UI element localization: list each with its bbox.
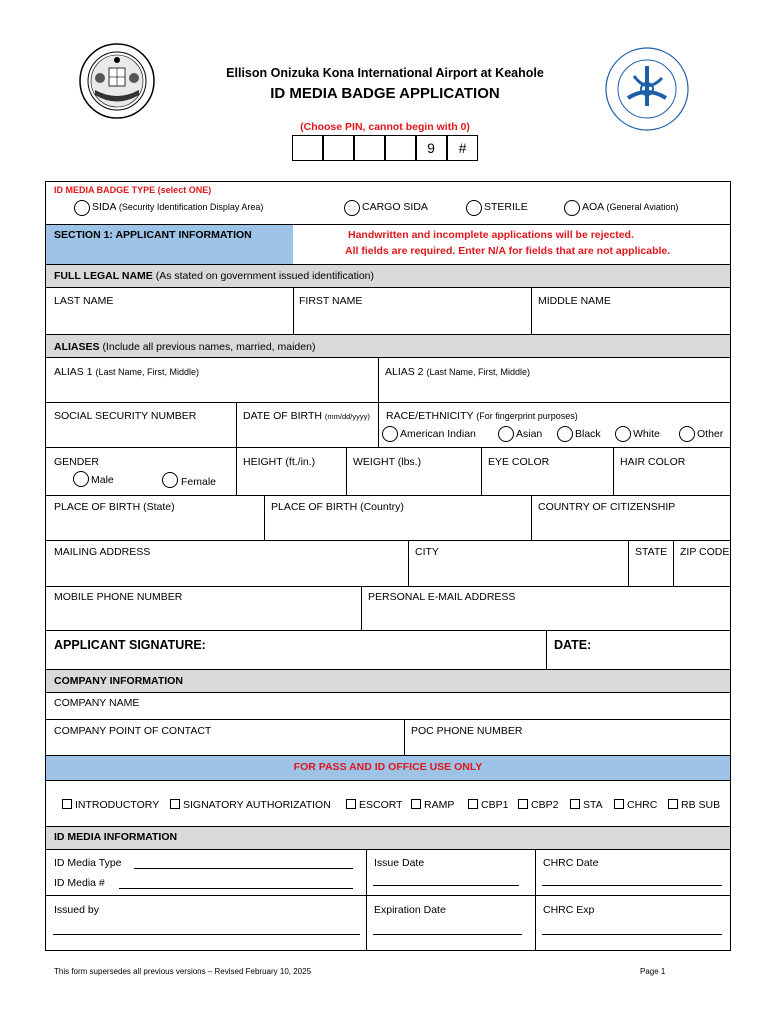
alias2-label	[385, 366, 530, 378]
pin-digit-6: 9	[416, 135, 447, 161]
divider	[378, 357, 379, 402]
state-label: STATE	[635, 546, 668, 558]
divider	[404, 719, 405, 755]
male-radio[interactable]	[73, 471, 89, 487]
divider	[45, 895, 731, 896]
id-media-type-line[interactable]	[134, 868, 353, 869]
expiration-date-label: Expiration Date	[374, 904, 446, 916]
divider	[236, 402, 237, 447]
legal-name-title: FULL LEGAL NAME	[54, 270, 153, 282]
divider	[481, 447, 482, 495]
checkbox-icon	[62, 799, 72, 809]
office-checkbox-sta[interactable]	[570, 799, 603, 811]
eye-color-label: EYE COLOR	[488, 456, 550, 468]
issue-date-label: Issue Date	[374, 857, 425, 869]
issued-by-line[interactable]	[53, 934, 360, 935]
chrc-exp-label: CHRC Exp	[543, 904, 595, 916]
office-checkbox-introductory[interactable]	[62, 799, 159, 811]
zip-label: ZIP CODE	[680, 546, 730, 558]
page-title: ID MEDIA BADGE APPLICATION	[270, 85, 500, 102]
alias2-note: (Last Name, First, Middle)	[426, 367, 530, 377]
race-title: RACE/ETHNICITY	[386, 410, 474, 422]
sterile-label: STERILE	[484, 201, 528, 213]
pob-country-note: (Country)	[360, 501, 404, 513]
race-other-radio[interactable]	[679, 426, 695, 442]
checkbox-label: RB SUB	[681, 799, 721, 811]
office-checkbox-cbp2[interactable]	[518, 799, 558, 811]
height-title: HEIGHT	[243, 456, 283, 468]
poc-label: COMPANY POINT OF CONTACT	[54, 725, 212, 737]
divider	[45, 630, 731, 631]
race-other-label: Other	[697, 428, 724, 440]
divider	[45, 357, 731, 358]
section1-title: SECTION 1: APPLICANT INFORMATION	[54, 229, 252, 241]
sida-radio[interactable]	[74, 200, 90, 216]
pin-note: (Choose PIN, cannot begin with 0)	[300, 121, 470, 133]
required-warning: All fields are required. Enter N/A for fields that are not applicable.	[345, 245, 671, 257]
office-checkbox-rb-sub[interactable]	[668, 799, 720, 811]
email-label: PERSONAL E-MAIL ADDRESS	[368, 591, 516, 603]
sterile-radio[interactable]	[466, 200, 482, 216]
weight-title: WEIGHT	[353, 456, 395, 468]
divider	[535, 849, 536, 895]
divider	[45, 402, 731, 403]
state-seal-logo	[78, 42, 156, 120]
race-black-label: Black	[575, 428, 601, 440]
expiration-date-line[interactable]	[373, 934, 522, 935]
checkbox-icon	[170, 799, 180, 809]
weight-note: (lbs.)	[397, 456, 422, 468]
divider	[264, 495, 265, 540]
race-black-radio[interactable]	[557, 426, 573, 442]
airport-name: Ellison Onizuka Kona International Airport at Keahole	[226, 66, 544, 80]
last-name-label: LAST NAME	[54, 295, 114, 307]
divider	[293, 287, 294, 334]
hair-color-label: HAIR COLOR	[620, 456, 686, 468]
divider	[45, 719, 731, 720]
race-label	[386, 410, 578, 422]
dob-label	[243, 410, 370, 422]
id-media-number-label: ID Media #	[54, 877, 105, 889]
middle-name-label: MIDDLE NAME	[538, 295, 611, 307]
company-name-label: COMPANY NAME	[54, 697, 140, 709]
divider	[531, 495, 532, 540]
race-american-indian-label: American Indian	[400, 428, 476, 440]
pob-country-title: PLACE OF BIRTH	[271, 501, 358, 513]
pob-state-title: PLACE OF BIRTH	[54, 501, 141, 513]
id-media-header: ID MEDIA INFORMATION	[54, 831, 178, 843]
alias1-note: (Last Name, First, Middle)	[95, 367, 199, 377]
office-use-header: FOR PASS AND ID OFFICE USE ONLY	[293, 761, 483, 773]
divider	[45, 849, 731, 850]
pin-digit-3[interactable]	[354, 135, 385, 161]
chrc-date-line[interactable]	[542, 885, 722, 886]
checkbox-icon	[614, 799, 624, 809]
id-media-number-line[interactable]	[119, 888, 353, 889]
divider	[45, 692, 731, 693]
pob-state-note: (State)	[143, 501, 175, 513]
divider	[45, 780, 731, 781]
female-label: Female	[181, 476, 217, 488]
alias1-title: ALIAS 1	[54, 366, 93, 378]
checkbox-label: CBP2	[531, 799, 559, 811]
citizenship-label: COUNTRY OF CITIZENSHIP	[538, 501, 676, 513]
issue-date-line[interactable]	[373, 885, 519, 886]
ssn-label: SOCIAL SECURITY NUMBER	[54, 410, 197, 422]
checkbox-label: RAMP	[424, 799, 455, 811]
checkbox-icon	[668, 799, 678, 809]
divider	[366, 849, 367, 895]
pin-digit-4[interactable]	[385, 135, 416, 161]
divider	[366, 895, 367, 951]
page-number: Page 1	[640, 967, 666, 976]
race-note: (For fingerprint purposes)	[476, 411, 578, 421]
sida-label: SIDA	[92, 201, 116, 213]
race-white-radio[interactable]	[615, 426, 631, 442]
pob-state-label	[54, 501, 175, 513]
divider	[361, 586, 362, 630]
alias2-title: ALIAS 2	[385, 366, 424, 378]
aoa-label: AOA	[582, 201, 604, 213]
signature-label: APPLICANT SIGNATURE:	[54, 638, 206, 652]
aoa-radio[interactable]	[564, 200, 580, 216]
supersedes-note: This form supersedes all previous versions – Revised February 10, 2025	[54, 967, 312, 976]
badge-type-label: ID MEDIA BADGE TYPE (select ONE)	[54, 185, 212, 195]
divider	[673, 540, 674, 586]
checkbox-icon	[411, 799, 421, 809]
mobile-phone-label: MOBILE PHONE NUMBER	[54, 591, 183, 603]
office-checkbox-ramp[interactable]	[411, 799, 454, 811]
checkbox-icon	[468, 799, 478, 809]
office-checkbox-chrc[interactable]	[614, 799, 657, 811]
poc-phone-label: POC PHONE NUMBER	[411, 725, 523, 737]
legal-name-note: (As stated on government issued identification)	[155, 270, 374, 282]
divider	[408, 540, 409, 586]
aoa-note: (General Aviation)	[606, 202, 679, 212]
checkbox-label: CHRC	[627, 799, 658, 811]
checkbox-label: INTRODUCTORY	[75, 799, 160, 811]
office-checkbox-signatory[interactable]	[170, 799, 331, 811]
male-label: Male	[91, 474, 114, 486]
cargo-sida-label: CARGO SIDA	[362, 201, 428, 213]
mailing-address-label: MAILING ADDRESS	[54, 546, 151, 558]
cargo-sida-radio[interactable]	[344, 200, 360, 216]
dob-note: (mm/dd/yyyy)	[324, 412, 370, 421]
sida-note: (Security Identification Display Area)	[118, 202, 264, 212]
race-white-label: White	[633, 428, 660, 440]
race-american-indian-radio[interactable]	[382, 426, 398, 442]
race-asian-label: Asian	[516, 428, 543, 440]
divider	[45, 495, 731, 496]
height-label	[243, 456, 315, 468]
aliases-note: (Include all previous names, married, maiden)	[102, 341, 316, 353]
legal-name-header	[54, 270, 374, 282]
pin-digit-2[interactable]	[323, 135, 354, 161]
checkbox-icon	[346, 799, 356, 809]
race-asian-radio[interactable]	[498, 426, 514, 442]
weight-label	[353, 456, 421, 468]
height-note: (ft./in.)	[285, 456, 316, 468]
company-header: COMPANY INFORMATION	[54, 675, 183, 687]
checkbox-label: STA	[583, 799, 603, 811]
rejection-warning: Handwritten and incomplete applications will be rejected.	[348, 229, 634, 241]
office-checkbox-escort[interactable]	[346, 799, 403, 811]
first-name-label: FIRST NAME	[299, 295, 363, 307]
divider	[378, 402, 379, 447]
divider	[535, 895, 536, 951]
aliases-title: ALIASES	[54, 341, 100, 353]
checkbox-icon	[570, 799, 580, 809]
checkbox-label: CBP1	[481, 799, 509, 811]
divider	[45, 287, 731, 288]
divider	[546, 630, 547, 669]
issued-by-label: Issued by	[54, 904, 99, 916]
pin-digit-1[interactable]	[292, 135, 323, 161]
office-checkbox-cbp1[interactable]	[468, 799, 508, 811]
divider	[45, 447, 731, 448]
pin-digit-7: #	[447, 135, 478, 161]
divider	[45, 586, 731, 587]
dob-title: DATE OF BIRTH	[243, 410, 322, 422]
pob-country-label	[271, 501, 404, 513]
aoa-option	[582, 201, 678, 213]
gender-label: GENDER	[54, 456, 99, 468]
sida-option	[92, 201, 263, 213]
divider	[531, 287, 532, 334]
checkbox-icon	[518, 799, 528, 809]
aliases-header	[54, 341, 315, 353]
divider	[346, 447, 347, 495]
checkbox-label: ESCORT	[359, 799, 403, 811]
date-label: DATE:	[554, 638, 592, 652]
id-media-type-label: ID Media Type	[54, 857, 122, 869]
city-label: CITY	[415, 546, 439, 558]
alias1-label	[54, 366, 199, 378]
state-of-hawaii-seal-icon	[78, 42, 156, 120]
chrc-date-label: CHRC Date	[543, 857, 599, 869]
chrc-exp-line[interactable]	[542, 934, 722, 935]
divider	[613, 447, 614, 495]
checkbox-label: SIGNATORY AUTHORIZATION	[183, 799, 331, 811]
female-radio[interactable]	[162, 472, 178, 488]
divider	[236, 447, 237, 495]
divider	[628, 540, 629, 586]
